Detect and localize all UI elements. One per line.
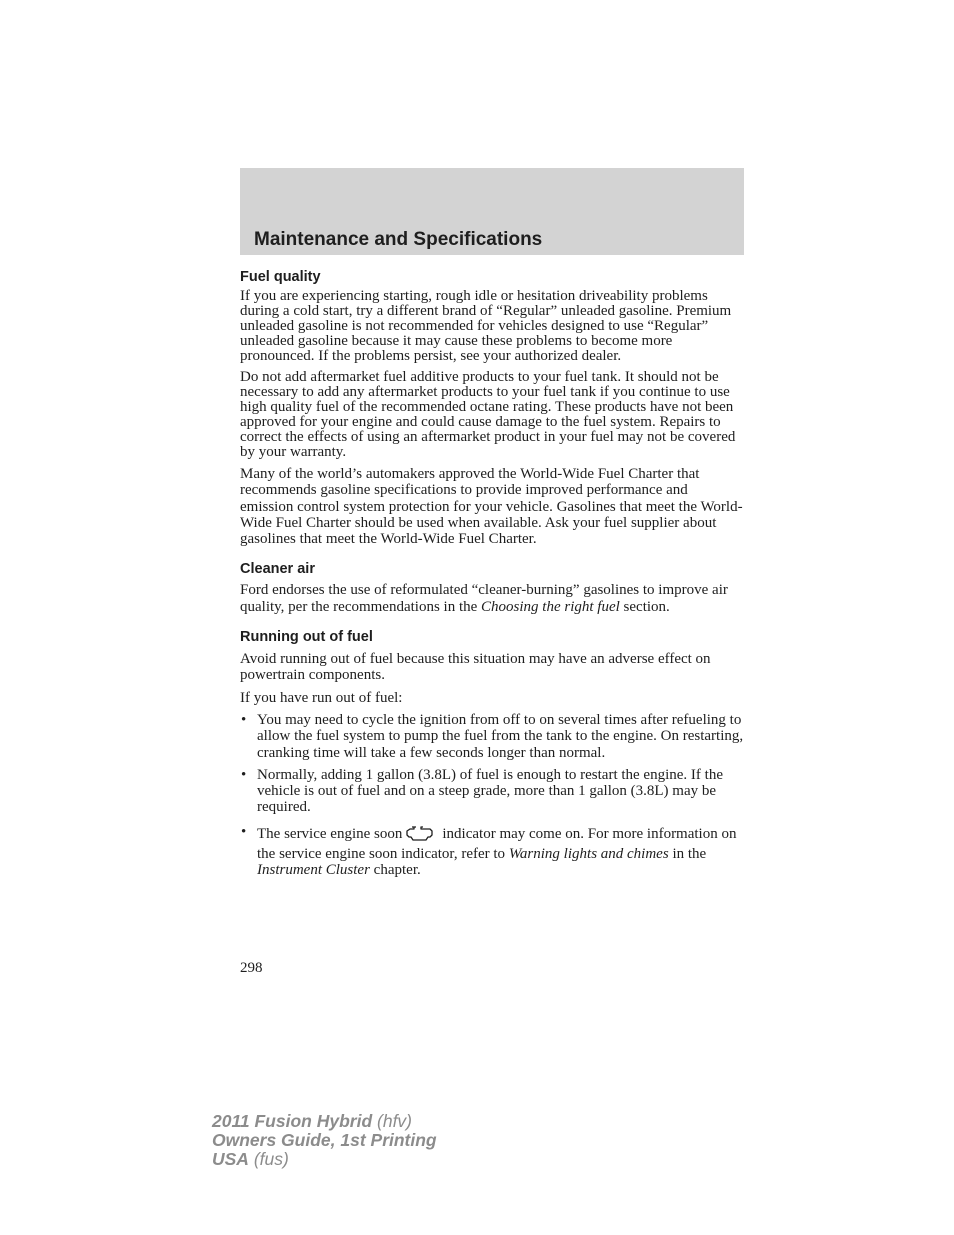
list-item: • Normally, adding 1 gallon (3.8L) of fuel is enough to restart the engine. If the vehicle is out of fuel and on a steep grade, more than 1 gallon (3.8L) may be required. — [241, 766, 723, 816]
engine-icon — [404, 824, 434, 846]
list-item: • The service engine soon indicator may come on. For more information on the service engine soon indicator, refer to Warning lights and chimes in the Instrument Cluster chapter. — [241, 823, 737, 879]
heading-cleaner-air: Cleaner air — [240, 561, 315, 578]
footer-line-2: Owners Guide, 1st Printing — [212, 1130, 437, 1150]
fuel-quality-paragraph-2: Do not add aftermarket fuel additive products to your fuel tank. It should not be necessary to add any aftermarket products to your fuel tank if you continue to use high quality fuel of the recommended octane rating. These products have not been approved for your engine and could cause damage to the fuel system. Repairs to correct the effects of using an aftermarket product in your fuel may not be covered by your warranty. — [240, 369, 736, 460]
list-item: • You may need to cycle the ignition from off to on several times after refueling to allow the fuel system to pump the fuel from the tank to the engine. On restarting, cranking time will take a few seconds longer than normal. — [241, 711, 744, 761]
page-number: 298 — [240, 960, 263, 976]
running-out-paragraph-1: Avoid running out of fuel because this situation may have an adverse effect on powertrain components. — [240, 651, 711, 684]
footer-edition-info — [212, 1112, 437, 1169]
running-out-paragraph-2: If you have run out of fuel: — [240, 689, 403, 706]
heading-fuel-quality: Fuel quality — [240, 269, 321, 285]
choosing-fuel-reference: Choosing the right fuel — [481, 598, 620, 615]
section-title: Maintenance and Specifications — [254, 229, 543, 250]
footer-line-1: 2011 Fusion Hybrid (hfv) — [212, 1111, 413, 1131]
fuel-quality-paragraph-3: Many of the world’s automakers approved the World-Wide Fuel Charter that recommends gasoline specifications to provide improved performance and emission control system protection for your vehicle. Gasolines that meet the World-Wide Fuel Charter should be used when available. Ask your fuel supplier about gasolines that meet the World-Wide Fuel Charter. — [240, 466, 743, 548]
run-out-bullet-list — [240, 712, 744, 879]
instrument-cluster-reference: Instrument Cluster — [257, 862, 370, 879]
bullet-marker: • — [241, 823, 247, 840]
bullet-marker: • — [241, 766, 247, 783]
bullet-marker: • — [241, 711, 247, 728]
heading-running-out-of-fuel: Running out of fuel — [240, 629, 373, 646]
warning-lights-reference: Warning lights and chimes — [508, 846, 669, 863]
fuel-quality-paragraph-1: If you are experiencing starting, rough idle or hesitation driveability problems during a cold start, try a different brand of “Regular” unleaded gasoline. Premium unleaded gasoline is not recommended for vehicles designed to use “Regular” unleaded gasoline because it may cause these problems to become more pronounced. If the problems persist, see your authorized dealer. — [240, 288, 732, 364]
footer-line-3: USA (fus) — [212, 1149, 289, 1169]
section-header-band — [240, 168, 744, 255]
page-content — [240, 268, 744, 879]
cleaner-air-paragraph: Ford endorses the use of reformulated “cleaner-burning” gasolines to improve air quality, per the recommendations in the Choosing the right fuel section. — [240, 582, 728, 615]
